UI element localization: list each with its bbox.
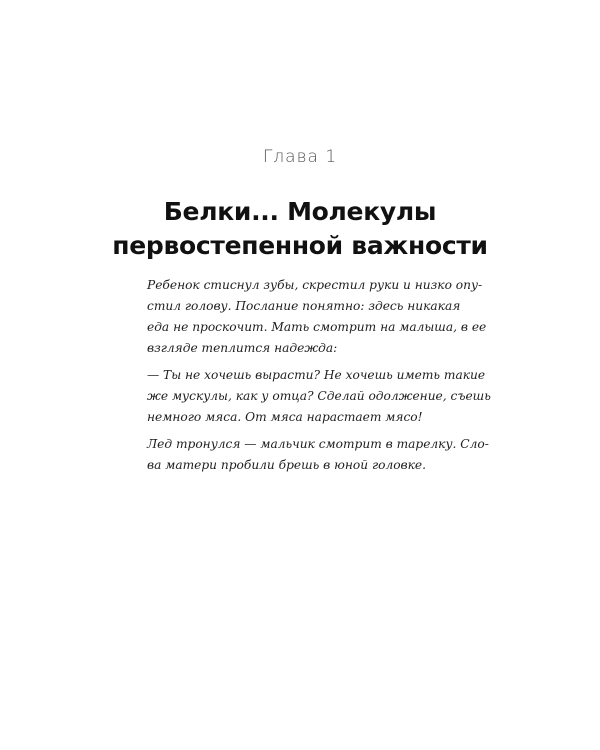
chapter-title — [60, 195, 540, 263]
chapter-label: Глава 1 — [262, 147, 338, 167]
paragraph-1 — [147, 275, 487, 359]
paragraph-line: еда не проскочит. Мать смотрит на малыша, в ее — [147, 320, 487, 334]
paragraph-line: взгляде теплится надежда: — [147, 341, 338, 355]
paragraph-3 — [147, 434, 489, 476]
chapter-title-line-1: Белки... Молекулы — [163, 197, 437, 226]
chapter-body — [147, 275, 491, 482]
paragraph-line: же мускулы, как у отца? Сделай одолжение, съешь — [147, 389, 491, 403]
paragraph-2 — [147, 365, 491, 428]
paragraph-line: Ребенок стиснул зубы, скрестил руки и низко опу- — [147, 278, 483, 292]
chapter-title-line-2: первостепенной важности — [112, 231, 488, 260]
paragraph-line: — Ты не хочешь вырасти? Не хочешь иметь такие — [147, 368, 486, 382]
paragraph-line: немного мяса. От мяса нарастает мясо! — [147, 410, 423, 424]
paragraph-line: Лед тронулся — мальчик смотрит в тарелку. Сло- — [147, 437, 489, 451]
paragraph-line: ва матери пробили брешь в юной головке. — [147, 458, 427, 472]
paragraph-line: стил голову. Послание понятно: здесь никакая — [147, 299, 461, 313]
